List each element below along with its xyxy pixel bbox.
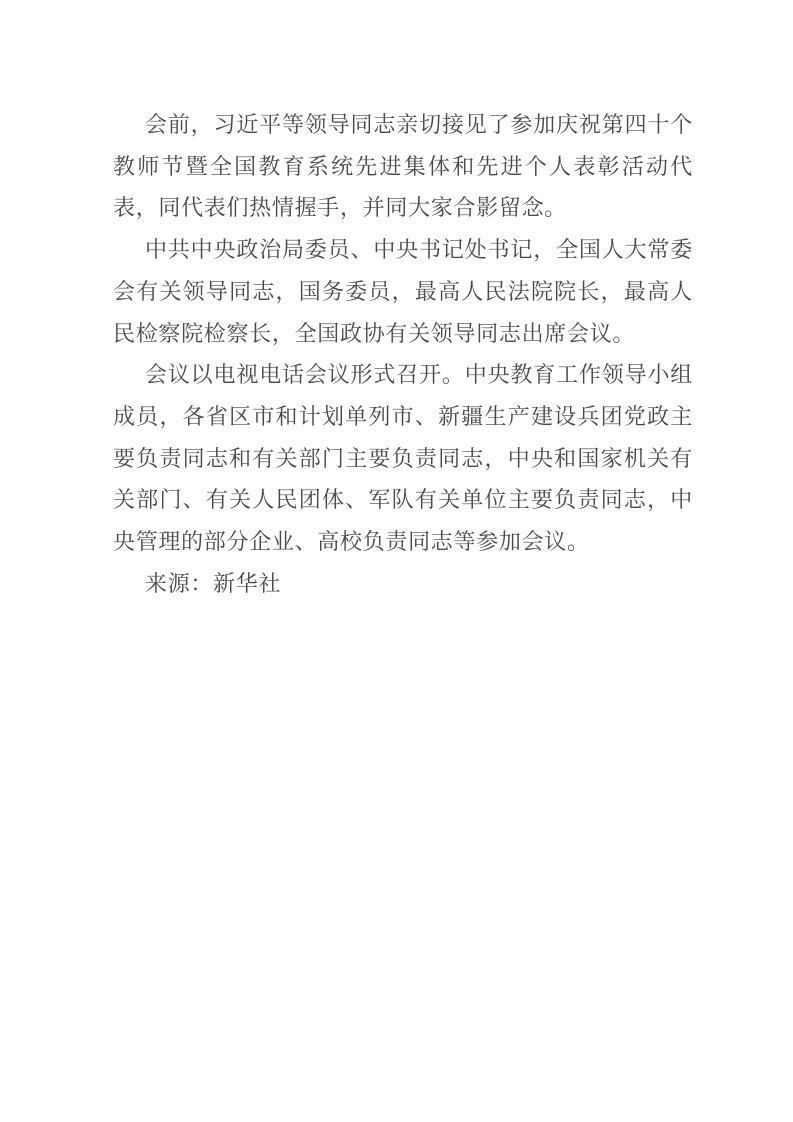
paragraph-attendees: 中共中央政治局委员、中央书记处书记，全国人大常委会有关领导同志，国务委员，最高人民法院院长，最高人民检察院检察长，全国政协有关领导同志出席会议。 [113, 237, 693, 346]
paragraph-meeting-representatives: 会前，习近平等领导同志亲切接见了参加庆祝第四十个教师节暨全国教育系统先进集体和先进个人表彰活动代表，同代表们热情握手，并同大家合影留念。 [113, 112, 693, 221]
paragraph-meeting-format: 会议以电视电话会议形式召开。中央教育工作领导小组成员，各省区市和计划单列市、新疆生产建设兵团党政主要负责同志和有关部门主要负责同志，中央和国家机关有关部门、有关人民团体、军队有关单位主要负责同志，中央管理的部分企业、高校负责同志等参加会议。 [113, 362, 693, 555]
paragraph-source: 来源：新华社 [145, 570, 282, 596]
text-block [113, 104, 693, 604]
